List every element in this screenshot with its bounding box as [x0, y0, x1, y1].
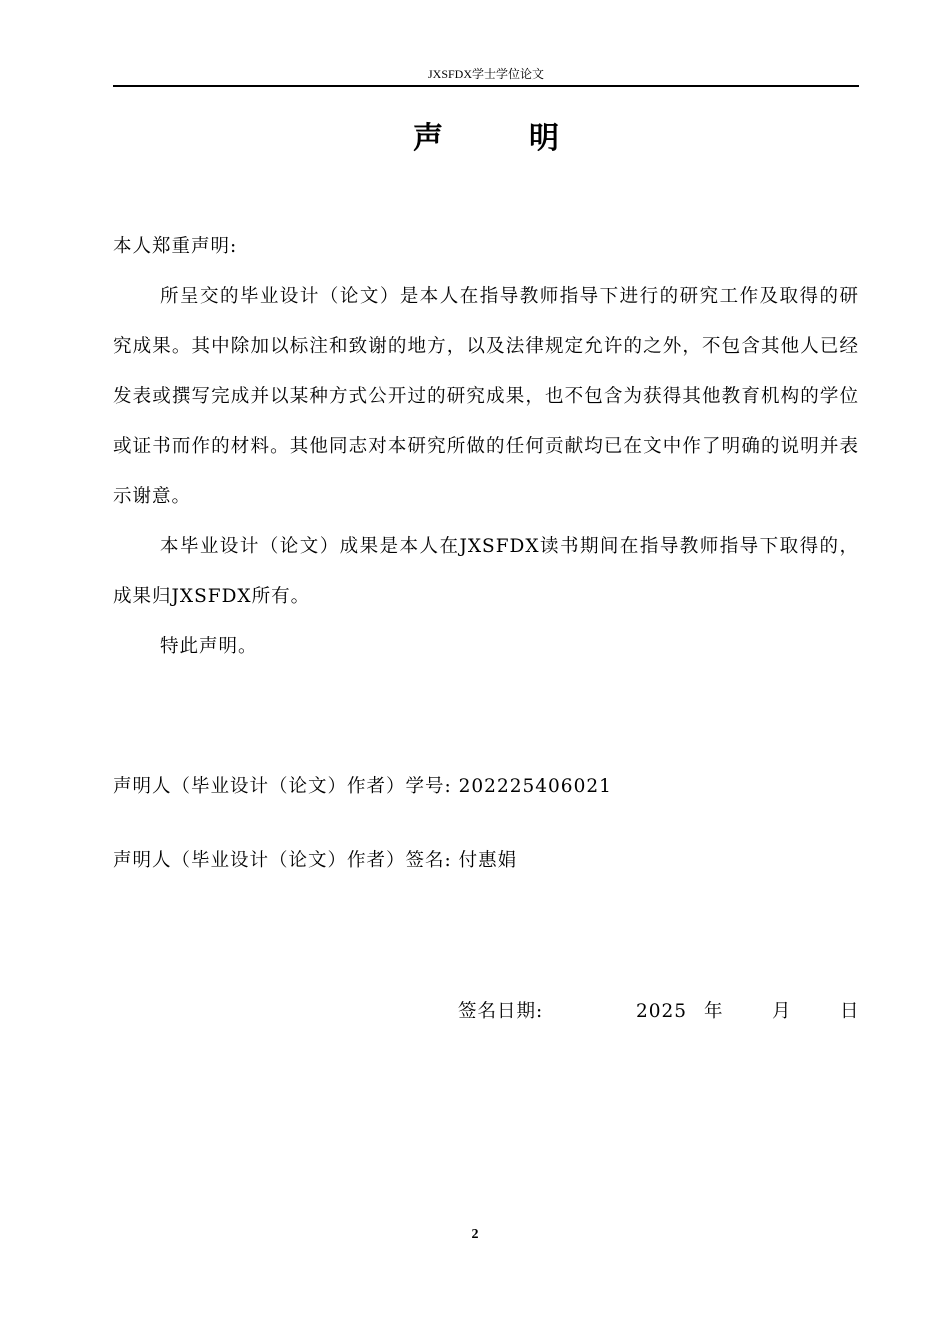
date-year-unit: 年 [704, 1001, 724, 1022]
date-year: 2025 [636, 1001, 688, 1022]
running-header: JXSFDX学士学位论文 [427, 67, 545, 81]
date-day-unit: 日 [840, 1001, 860, 1022]
signature-date-line [458, 997, 860, 1027]
declaration-paragraph-2: 本毕业设计（论文）成果是本人在JXSFDX读书期间在指导教师指导下取得的，成果归JXSFDX所有。 [113, 536, 859, 607]
page-number: 2 [471, 1227, 479, 1242]
date-month-unit: 月 [772, 1001, 792, 1022]
signature-value: 付惠娟 [458, 850, 518, 871]
signature-line [113, 846, 859, 876]
student-id-value: 202225406021 [458, 776, 612, 797]
declaration-paragraph-1: 所呈交的毕业设计（论文）是本人在指导教师指导下进行的研究工作及取得的研究成果。其中除加以标注和致谢的地方，以及法律规定允许的之外，不包含其他人已经发表或撰写完成并以某种方式公开过的研究成果，也不包含为获得其他教育机构的学位或证书而作的材料。其他同志对本研究所做的任何贡献均已在文中作了明确的说明并表示谢意。 [113, 286, 859, 507]
student-id-line [113, 772, 859, 802]
declaration-closing: 特此声明。 [160, 636, 258, 657]
page-title: 声明 [413, 121, 645, 156]
student-id-label: 声明人（毕业设计（论文）作者）学号: [113, 776, 452, 797]
declaration-opening: 本人郑重声明: [113, 236, 238, 257]
declaration-body [113, 222, 859, 672]
date-label: 签名日期: [458, 1001, 544, 1022]
header-divider [113, 85, 859, 87]
signature-label: 声明人（毕业设计（论文）作者）签名: [113, 850, 452, 871]
